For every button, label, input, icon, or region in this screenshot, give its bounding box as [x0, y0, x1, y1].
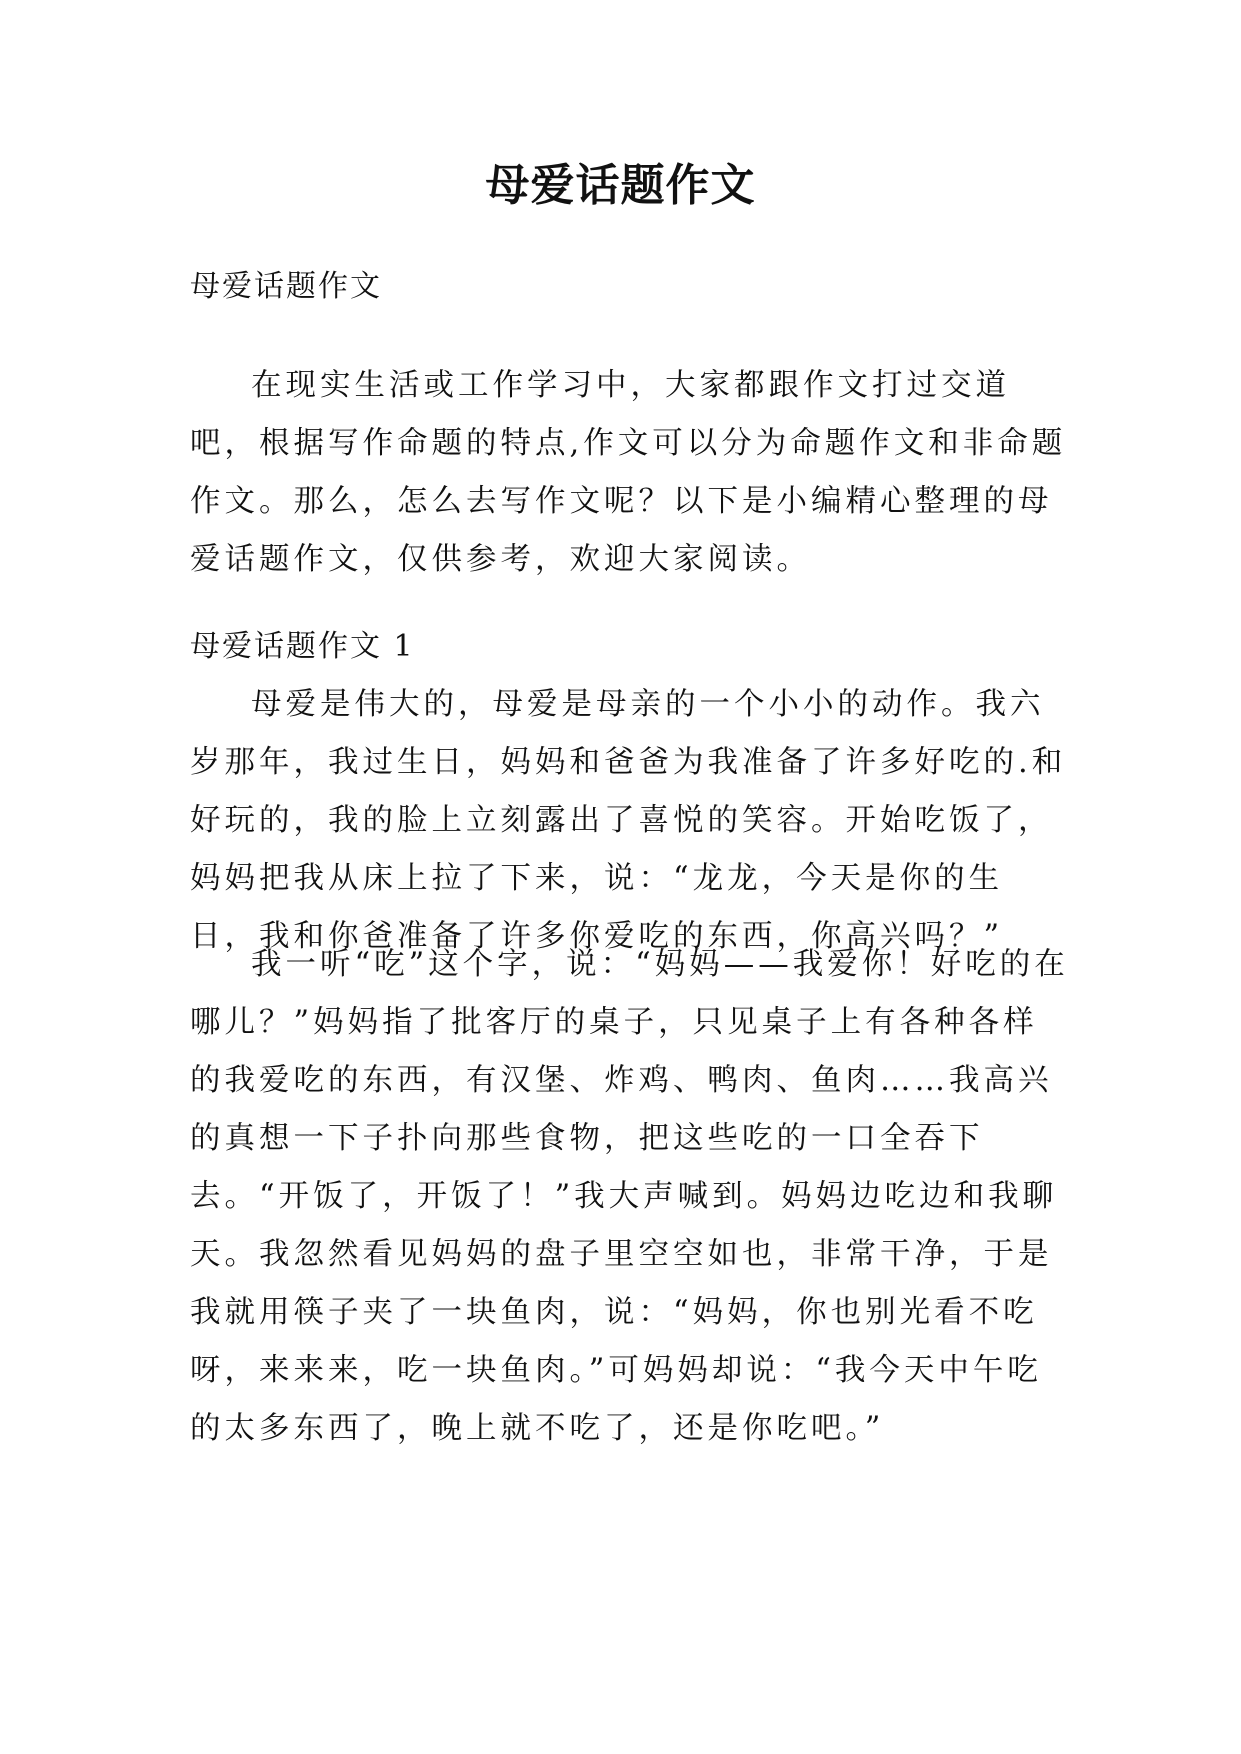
document-heading: 母爱话题作文	[190, 269, 382, 304]
section-heading: 母爱话题作文 1	[190, 629, 415, 664]
document-title: 母爱话题作文	[485, 160, 756, 211]
intro-paragraph: 在现实生活或工作学习中，大家都跟作文打过交道吧，根据写作命题的特点,作文可以分为命题作文和非命题作文。那么，怎么去写作文呢？以下是小编精心整理的母爱话题作文，仅供参考，欢迎大家阅读。	[190, 368, 1067, 577]
body-paragraph: 我一听“吃”这个字，说：“妈妈——我爱你！好吃的在哪儿？”妈妈指了批客厅的桌子，只见桌子上有各种各样的我爱吃的东西，有汉堡、炸鸡、鸭肉、鱼肉……我高兴的真想一下子扑向那些食物，把这些吃的一口全吞下去。“开饭了，开饭了！”我大声喊到。妈妈边吃边和我聊天。我忽然看见妈妈的盘子里空空如也，非常干净，于是我就用筷子夹了一块鱼肉，说：“妈妈，你也别光看不吃呀，来来来，吃一块鱼肉。”可妈妈却说：“我今天中午吃的太多东西了，晚上就不吃了，还是你吃吧。”	[190, 947, 1069, 1446]
body-paragraph: 母爱是伟大的，母爱是母亲的一个小小的动作。我六岁那年，我过生日，妈妈和爸爸为我准备了许多好吃的.和好玩的，我的脸上立刻露出了喜悦的笑容。开始吃饭了，妈妈把我从床上拉了下来，说：“龙龙，今天是你的生日，我和你爸准备了许多你爱吃的东西，你高兴吗？”	[190, 687, 1067, 954]
